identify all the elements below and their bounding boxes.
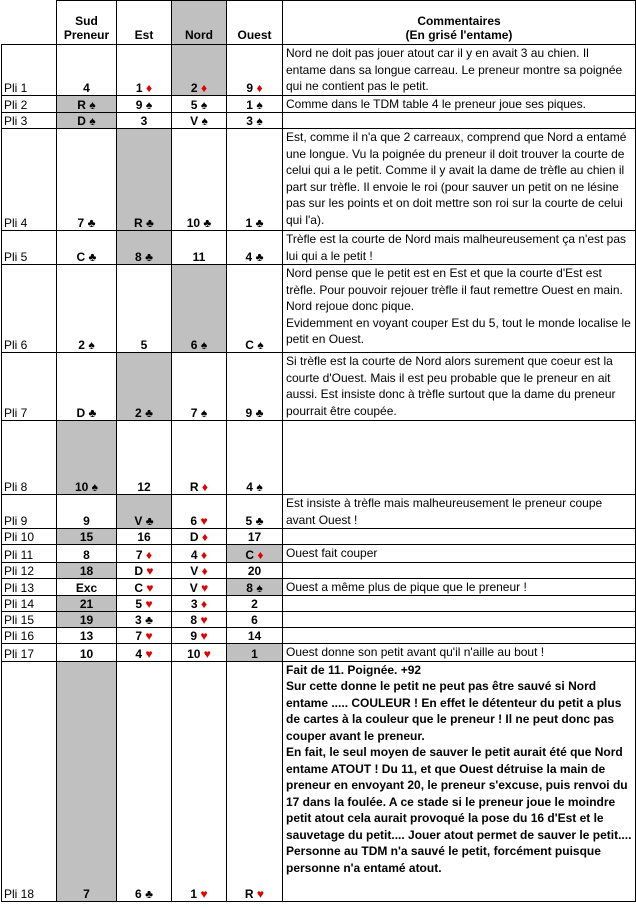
spade-icon: ♠ [88,480,99,494]
trick-comment [283,113,636,129]
card-value: 7 [135,629,143,643]
south-card [57,353,117,421]
trick-row [2,562,636,578]
north-card [172,644,227,662]
trick-comment [283,562,636,578]
north-card [172,596,227,612]
card-value: 4 [245,250,253,264]
south-card [57,265,117,353]
south-card [57,612,117,628]
east-card [117,612,172,628]
west-card [227,129,283,231]
card-value: 3 [140,114,148,128]
east-card [117,644,172,662]
club-icon: ♣ [141,886,153,901]
diamond-icon: ♦ [197,547,208,562]
spade-icon: ♠ [84,338,95,352]
trick-row [2,578,636,596]
west-card [227,495,283,529]
card-value: 21 [79,597,94,611]
card-value: 8 [135,250,142,264]
trick-number: Pli 5 [2,231,57,265]
card-value: 15 [79,530,94,544]
card-value: 6 [135,886,142,901]
heart-icon: ♥ [197,581,209,595]
heart-icon: ♥ [197,886,208,901]
trick-number: Pli 18 [2,661,57,901]
club-icon: ♣ [84,216,96,230]
card-value: 4 [83,80,90,95]
west-card [227,353,283,421]
trick-number: Pli 2 [2,95,57,113]
card-value: C [245,547,255,562]
trick-comment [283,596,636,612]
diamond-icon: ♦ [197,80,208,95]
north-card [172,529,227,545]
card-value: 2 [190,80,198,95]
north-card [172,421,227,495]
spade-icon: ♠ [252,114,263,128]
card-value: V [190,114,199,128]
card-value: R [189,480,199,494]
west-card [227,661,283,901]
trick-number: Pli 15 [2,612,57,628]
trick-number: Pli 1 [2,45,57,96]
card-value: 6 [190,514,198,528]
south-card [57,45,117,96]
card-value: 17 [247,530,262,544]
trick-number: Pli 9 [2,495,57,529]
south-card [57,495,117,529]
card-value: 9 [245,406,253,420]
south-card [57,578,117,596]
west-card [227,545,283,563]
card-value: R [77,98,86,112]
north-card [172,129,227,231]
trick-row [2,113,636,129]
trick-comment: Est insiste à trèfle mais malheureusement le preneur coupe avant Ouest ! [283,495,636,529]
club-icon: ♣ [85,250,97,264]
west-card [227,596,283,612]
north-card [172,545,227,563]
card-value: 3 [246,114,253,128]
east-card [117,529,172,545]
club-icon: ♣ [252,406,264,420]
card-value: 7 [77,216,85,230]
card-value: 4 [135,646,143,661]
spade-icon: ♠ [197,406,208,420]
card-value: 18 [79,563,94,578]
club-icon: ♣ [141,406,153,420]
card-value: 3 [135,613,142,627]
west-card [227,628,283,644]
card-value: 1 [251,646,258,661]
spade-icon: ♠ [197,338,208,352]
card-value: D [76,406,86,420]
trick-row [2,529,636,545]
heart-icon: ♥ [142,646,153,661]
heart-icon: ♥ [200,646,211,661]
east-card [117,578,172,596]
trick-number: Pli 8 [2,421,57,495]
club-icon: ♣ [252,250,264,264]
trick-number: Pli 16 [2,628,57,644]
card-value: V [190,563,199,578]
south-card [57,529,117,545]
west-card [227,113,283,129]
header-blank [2,1,57,45]
south-card [57,545,117,563]
header-west: Ouest [227,1,283,45]
trick-comment: Si trèfle est la courte de Nord alors surement que coeur est la courte d'Ouest. Mais il est peu probable que le preneur en ait aussi. Est insiste donc à trèfle surtout que la dame du preneur pourrait être coupée. [283,353,636,421]
trick-number: Pli 13 [2,578,57,596]
diamond-icon: ♦ [254,547,264,562]
card-value: 2 [251,597,258,611]
trick-comment [283,612,636,628]
diamond-icon: ♦ [198,530,209,544]
north-card [172,231,227,265]
north-card [172,95,227,113]
club-icon: ♣ [200,216,212,230]
north-card [172,45,227,96]
club-icon: ♣ [85,406,97,420]
west-card [227,529,283,545]
card-value: 14 [247,629,262,643]
heart-icon: ♥ [197,514,208,528]
trick-comment: Ouest donne son petit avant qu'il n'aille au bout ! [283,644,636,662]
card-value: 20 [247,563,262,578]
east-card [117,265,172,353]
card-value: 8 [190,613,198,627]
trick-row [2,596,636,612]
card-value: 8 [246,581,253,595]
club-icon: ♣ [142,514,154,528]
north-card [172,113,227,129]
north-card [172,562,227,578]
diamond-icon: ♦ [253,80,263,95]
club-icon: ♣ [142,216,154,230]
card-value: 9 [83,514,90,528]
card-value: 11 [192,250,206,264]
trick-row [2,495,636,529]
card-value: 10 [79,646,94,661]
spade-icon: ♠ [85,114,96,128]
card-value: 4 [190,547,198,562]
card-value: 8 [83,547,90,562]
spade-icon: ♠ [252,581,263,595]
north-card [172,578,227,596]
west-card [227,421,283,495]
header-east: Est [117,1,172,45]
club-icon: ♣ [141,613,153,627]
trick-row [2,265,636,353]
card-value: 1 [135,80,143,95]
north-card [172,353,227,421]
card-value: 12 [137,480,151,494]
club-icon: ♣ [252,514,264,528]
card-value: D [77,114,86,128]
diamond-icon: ♦ [142,80,153,95]
trick-comment: Trèfle est la courte de Nord mais malheureusement ça n'est pas lui qui a le petit ! [283,231,636,265]
card-value: D [134,563,144,578]
trick-row [2,353,636,421]
diamond-icon: ♦ [142,547,153,562]
card-value: 19 [79,613,94,627]
card-value: Exc [75,581,98,595]
east-card [117,596,172,612]
heart-icon: ♥ [142,597,153,611]
card-value: 6 [251,613,258,627]
header-south: Sud Preneur [57,1,117,45]
trick-comment: Nord ne doit pas jouer atout car il y en avait 3 au chien. Il entame dans sa longue carreau. Le preneur montre sa poignée qui ne contient pas le petit. [283,45,636,96]
east-card [117,113,172,129]
card-value: D [189,530,199,544]
trick-number: Pli 12 [2,562,57,578]
north-card [172,265,227,353]
trick-comment: Fait de 11. Poignée. +92 Sur cette donne le petit ne peut pas être sauvé si Nord entame ..... COULEUR ! En effet le détenteur du petit a plus de cartes à la couleur que le preneur ! Il ne peut donc pas couper avant le preneur. En fait, le seul moyen de sauver le petit aurait été que Nord entame ATOUT ! Du 11, et que Ouest détruise la main de preneur en envoyant 20, le preneur s'excuse, puis renvoi du 17 dans la foulée. A ce stade si le preneur joue le moindre petit atout cela aurait provoqué la pose du 16 d'Est et le sauvetage du petit.... Jouer atout permet de sauver le petit.... Personne au TDM n'a sauvé le petit, forcément puisque personne n'a entamé atout. [283,661,636,901]
card-value: 5 [140,338,148,352]
card-value: 1 [245,216,253,230]
tarot-deal-table [1,0,636,902]
trick-number: Pli 14 [2,596,57,612]
card-value: 2 [78,338,85,352]
card-value: V [134,514,143,528]
west-card [227,578,283,596]
card-value: 10 [74,480,89,494]
header-north: Nord [172,1,227,45]
heart-icon: ♥ [142,629,153,643]
trick-comment [283,421,636,495]
card-value: 1 [246,98,253,112]
card-value: 6 [190,338,198,352]
north-card [172,628,227,644]
header-comments-subtitle: (En grisé l'entame) [405,28,513,42]
diamond-icon: ♦ [198,480,209,494]
north-card [172,612,227,628]
east-card [117,562,172,578]
card-value: C [245,338,254,352]
card-value: R [134,216,143,230]
east-card [117,231,172,265]
west-card [227,45,283,96]
card-value: 4 [246,480,253,494]
spade-icon: ♠ [85,98,96,112]
west-card [227,265,283,353]
card-value: 7 [190,406,198,420]
spade-icon: ♠ [253,338,264,352]
trick-row [2,421,636,495]
club-icon: ♣ [252,216,264,230]
south-card [57,129,117,231]
trick-number: Pli 17 [2,644,57,662]
card-value: V [189,581,198,595]
trick-number: Pli 4 [2,129,57,231]
trick-number: Pli 10 [2,529,57,545]
trick-number: Pli 11 [2,545,57,563]
east-card [117,495,172,529]
spade-icon: ♠ [252,480,263,494]
east-card [117,421,172,495]
spade-icon: ♠ [197,98,208,112]
south-card [57,421,117,495]
card-value: 5 [135,597,143,611]
north-card [172,495,227,529]
card-value: 2 [135,406,142,420]
header-comments-title: Commentaires [417,14,501,28]
heart-icon: ♥ [197,613,208,627]
trick-list [2,45,636,902]
trick-row [2,231,636,265]
trick-row [2,644,636,662]
card-value: 9 [190,629,198,643]
east-card [117,45,172,96]
header-comments [283,1,636,45]
east-card [117,545,172,563]
south-card [57,95,117,113]
trick-comment: Nord pense que le petit est en Est et que la courte d'Est est trèfle. Pour pouvoir rejouer trèfle il faut remettre Ouest en main. Nord rejoue donc pique. Evidemment en voyant couper Est du 5, tout le monde localise le petit en Ouest. [283,265,636,353]
west-card [227,612,283,628]
east-card [117,95,172,113]
card-value: C [76,250,86,264]
south-card [57,562,117,578]
trick-row [2,545,636,563]
trick-number: Pli 7 [2,353,57,421]
trick-comment [283,529,636,545]
east-card [117,129,172,231]
trick-row [2,129,636,231]
card-value: 5 [245,514,253,528]
west-card [227,231,283,265]
heart-icon: ♥ [253,886,265,901]
card-value: 16 [137,530,151,544]
trick-row [2,45,636,96]
card-value: 9 [246,80,254,95]
trick-row [2,661,636,901]
north-card [172,661,227,901]
header-row [2,1,636,45]
card-value: 10 [186,216,201,230]
trick-comment: Est, comme il n'a que 2 carreaux, comprend que Nord a entamé une longue. Vu la poignée du preneur il doit trouver la courte de celui qui a le petit. Comme il y avait la dame de trèfle au chien il part sur trèfle. Il envoie le roi (pour sauver un petit on ne lésine pas sur les points et on doit mettre son roi sur la courte de celui qui l'a). [283,129,636,231]
trick-comment: Ouest fait couper [283,545,636,563]
card-value: C [134,581,144,595]
south-card [57,628,117,644]
diamond-icon: ♦ [198,563,208,578]
south-card [57,113,117,129]
trick-number: Pli 6 [2,265,57,353]
trick-row [2,612,636,628]
east-card [117,661,172,901]
east-card [117,628,172,644]
card-value: 9 [135,98,143,112]
west-card [227,95,283,113]
south-card [57,596,117,612]
card-value: 5 [190,98,198,112]
trick-comment [283,628,636,644]
trick-row [2,628,636,644]
diamond-icon: ♦ [197,597,208,611]
card-value: 10 [187,646,201,661]
trick-comment: Ouest a même plus de pique que le preneur ! [283,578,636,596]
heart-icon: ♥ [143,581,154,595]
club-icon: ♣ [141,250,153,264]
heart-icon: ♥ [143,563,154,578]
card-value: R [244,886,254,901]
south-card [57,231,117,265]
spade-icon: ♠ [198,114,208,128]
card-value: 7 [135,547,143,562]
east-card [117,353,172,421]
west-card [227,644,283,662]
card-value: 7 [83,886,90,901]
spade-icon: ♠ [142,98,153,112]
spade-icon: ♠ [252,98,263,112]
card-value: 3 [190,597,198,611]
trick-row [2,95,636,113]
card-value: 1 [190,886,198,901]
trick-number: Pli 3 [2,113,57,129]
heart-icon: ♥ [197,629,208,643]
south-card [57,644,117,662]
card-value: 13 [79,629,94,643]
south-card [57,661,117,901]
trick-comment: Comme dans le TDM table 4 le preneur joue ses piques. [283,95,636,113]
west-card [227,562,283,578]
